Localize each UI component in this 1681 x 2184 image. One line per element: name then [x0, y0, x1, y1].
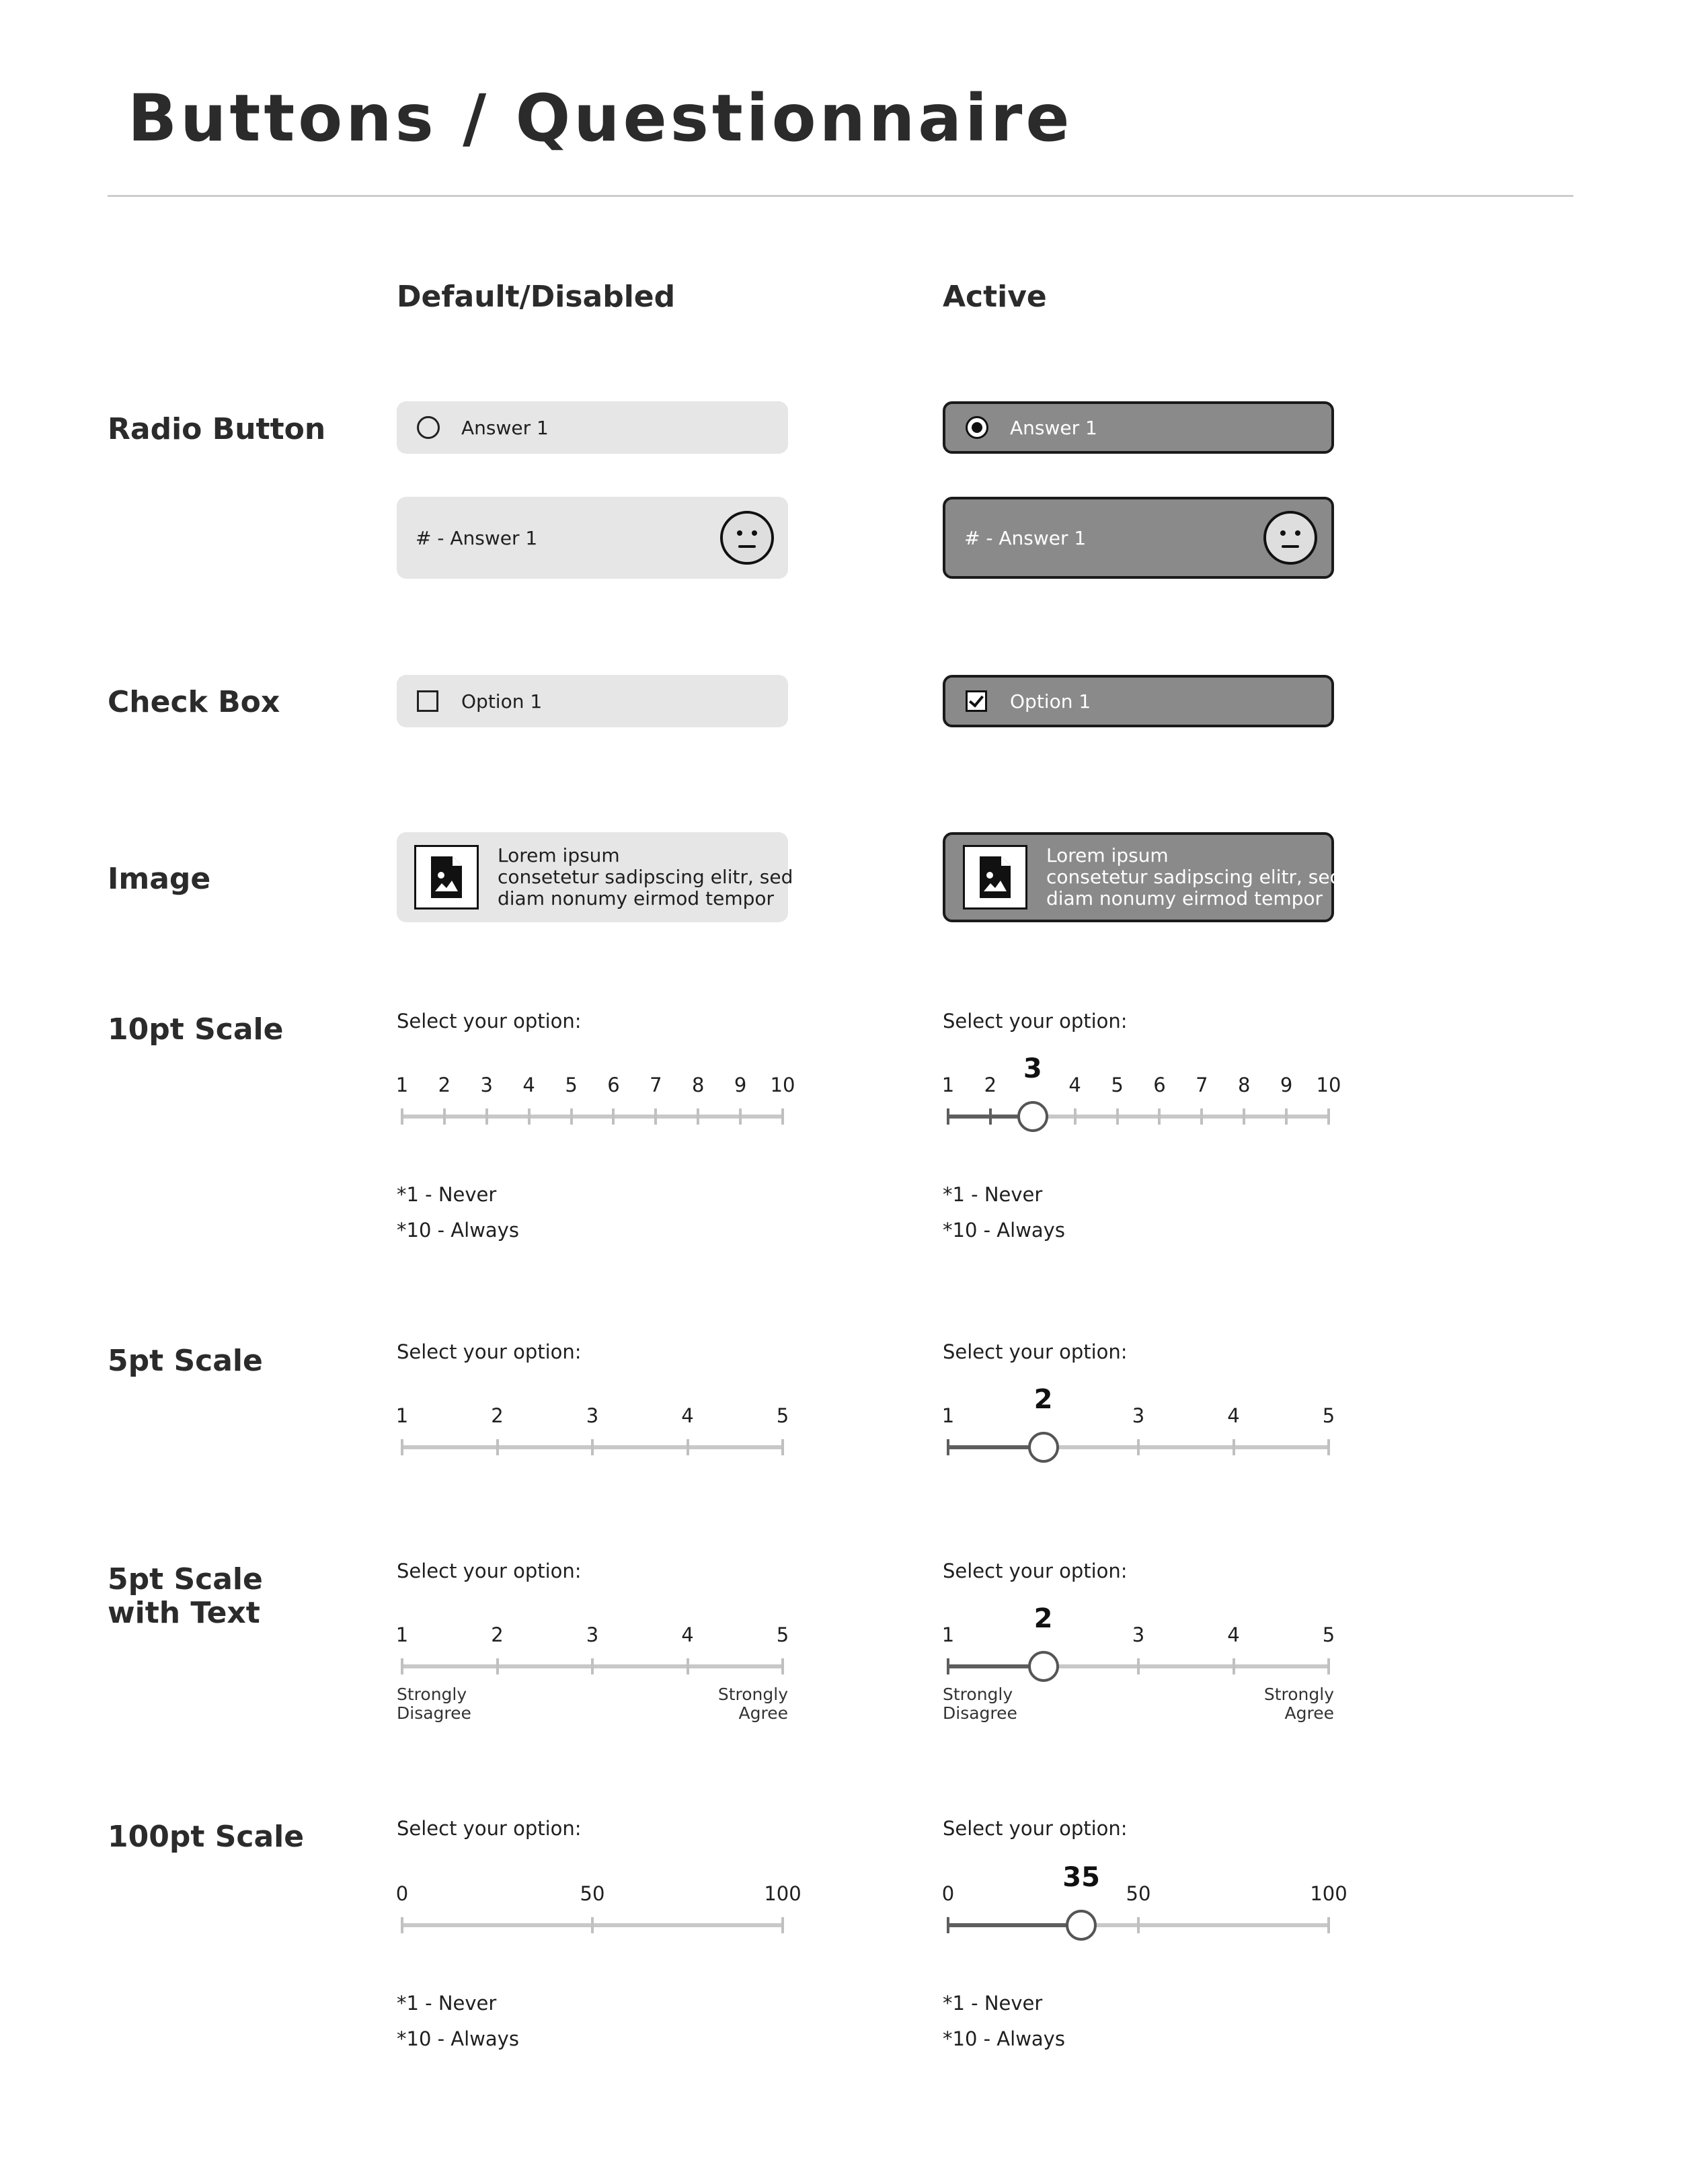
- scale-number: 9: [734, 1074, 747, 1096]
- scale-handle[interactable]: [1028, 1432, 1059, 1463]
- scale-handle[interactable]: [1066, 1910, 1097, 1941]
- scale-note: *10 - Always: [397, 1219, 519, 1242]
- row-label-5pt-scale: 5pt Scale: [108, 1344, 263, 1378]
- scale-number: 5: [1111, 1074, 1124, 1096]
- scale-tick: [697, 1108, 699, 1125]
- scale-number: 50: [580, 1882, 605, 1905]
- scale-tick: [947, 1439, 949, 1455]
- numbered-answer-label: # - Answer 1: [416, 526, 538, 549]
- scale-number: 1: [395, 1074, 409, 1096]
- image-file-icon: [414, 845, 479, 909]
- image-answer-default[interactable]: [397, 832, 793, 922]
- scale-number: 5: [1322, 1623, 1335, 1646]
- scale-prompt: Select your option:: [943, 1817, 1128, 1840]
- radio-answer-default[interactable]: [397, 401, 788, 454]
- image-answer-active[interactable]: [943, 832, 1342, 922]
- scale-tick: [1137, 1658, 1140, 1674]
- scale-selected-value: 2: [1033, 1603, 1053, 1634]
- scale-tick: [485, 1108, 488, 1125]
- scale-tick: [591, 1439, 594, 1455]
- scale-5pt-default[interactable]: [397, 1404, 788, 1512]
- scale-selected-value: 35: [1062, 1862, 1100, 1893]
- scale-number: 1: [941, 1404, 955, 1427]
- scale-number: 100: [764, 1882, 802, 1905]
- scale-tick: [1074, 1108, 1077, 1125]
- checkbox-option-default[interactable]: [397, 675, 788, 727]
- scale-tick: [496, 1658, 499, 1674]
- scale-number: 2: [984, 1074, 997, 1096]
- scale-note: *10 - Always: [943, 2027, 1065, 2050]
- scale-note: *1 - Never: [943, 1992, 1043, 2015]
- scale-left-anchor: [397, 1685, 471, 1723]
- row-label-line: with Text: [108, 1596, 260, 1630]
- scale-number: 4: [1227, 1404, 1240, 1427]
- scale-tick: [1243, 1108, 1245, 1125]
- scale-tick: [1327, 1439, 1330, 1455]
- scale-tick: [401, 1108, 403, 1125]
- column-header-default: Default/Disabled: [397, 280, 676, 314]
- scale-number: 3: [1132, 1404, 1145, 1427]
- scale-prompt: Select your option:: [397, 1340, 582, 1363]
- scale-prompt: Select your option:: [397, 1010, 582, 1033]
- checkbox-unchecked-icon: [417, 690, 438, 712]
- scale-100pt-active[interactable]: [941, 1862, 1347, 1990]
- neutral-face-icon: [719, 510, 775, 565]
- scale-prompt: Select your option:: [943, 1010, 1128, 1033]
- scale-tick: [947, 1658, 949, 1674]
- scale-number: 0: [395, 1882, 409, 1905]
- scale-tick: [1327, 1917, 1330, 1933]
- row-label-image: Image: [108, 862, 211, 896]
- scale-tick: [401, 1917, 403, 1933]
- image-answer-line: consetetur sadipscing elitr, sed: [1046, 866, 1342, 888]
- scale-number: 4: [522, 1074, 535, 1096]
- scale-number: 9: [1280, 1074, 1293, 1096]
- scale-number: 0: [941, 1882, 955, 1905]
- scale-tick: [654, 1108, 657, 1125]
- scale-5pt-text-default[interactable]: [397, 1623, 788, 1731]
- scale-prompt: Select your option:: [943, 1560, 1128, 1582]
- anchor-line: Strongly: [397, 1685, 467, 1704]
- radio-unselected-icon: [417, 416, 440, 439]
- scale-tick: [496, 1439, 499, 1455]
- row-label-5pt-scale-text: [108, 1563, 263, 1630]
- scale-tick: [1285, 1108, 1288, 1125]
- scale-number: 1: [395, 1404, 409, 1427]
- image-answer-line: diam nonumy eirmod tempor: [1046, 887, 1323, 909]
- checkbox-option-active[interactable]: [943, 675, 1334, 727]
- radio-answer-label: Answer 1: [1010, 416, 1097, 439]
- scale-handle[interactable]: [1017, 1101, 1048, 1132]
- scale-number: 4: [681, 1404, 694, 1427]
- scale-number: 2: [491, 1623, 504, 1646]
- scale-tick: [781, 1917, 784, 1933]
- scale-selected-value: 2: [1033, 1384, 1053, 1415]
- scale-note: *1 - Never: [397, 1183, 497, 1206]
- scale-selected-value: 3: [1023, 1053, 1042, 1084]
- scale-number: 5: [776, 1623, 789, 1646]
- scale-100pt-default[interactable]: [395, 1882, 802, 1990]
- anchor-line: Disagree: [943, 1703, 1017, 1723]
- scale-tick: [401, 1439, 403, 1455]
- row-label-line: 5pt Scale: [108, 1562, 263, 1596]
- scale-number: 1: [395, 1623, 409, 1646]
- scale-tick: [739, 1108, 742, 1125]
- scale-number: 8: [691, 1074, 705, 1096]
- scale-number: 3: [586, 1623, 599, 1646]
- page-title: Buttons / Questionnaire: [128, 81, 1073, 156]
- scale-number: 10: [1316, 1074, 1341, 1096]
- scale-5pt-text-active[interactable]: [941, 1603, 1335, 1731]
- image-answer-line: Lorem ipsum: [498, 844, 620, 866]
- image-file-icon: [963, 845, 1027, 909]
- scale-tick: [947, 1108, 949, 1125]
- row-label-10pt-scale: 10pt Scale: [108, 1012, 284, 1047]
- scale-tick: [1200, 1108, 1203, 1125]
- scale-track-fill: [948, 1923, 1081, 1927]
- scale-number: 5: [565, 1074, 578, 1096]
- numbered-answer-label: # - Answer 1: [964, 526, 1087, 549]
- scale-tick: [1158, 1108, 1161, 1125]
- scale-number: 6: [607, 1074, 620, 1096]
- anchor-line: Disagree: [397, 1703, 471, 1723]
- scale-tick: [1137, 1439, 1140, 1455]
- scale-10pt-active[interactable]: [941, 1053, 1341, 1181]
- checkbox-option-label: Option 1: [461, 690, 543, 713]
- scale-tick: [1137, 1917, 1140, 1933]
- scale-number: 1: [941, 1074, 955, 1096]
- anchor-line: Strongly: [717, 1685, 788, 1704]
- scale-tick: [687, 1658, 689, 1674]
- scale-tick: [1233, 1439, 1235, 1455]
- scale-prompt: Select your option:: [397, 1817, 582, 1840]
- scale-note: *10 - Always: [943, 1219, 1065, 1242]
- scale-number: 4: [1068, 1074, 1081, 1096]
- scale-number: 8: [1237, 1074, 1251, 1096]
- column-header-active: Active: [943, 280, 1047, 314]
- scale-number: 3: [1132, 1623, 1145, 1646]
- scale-left-anchor: [943, 1685, 1017, 1723]
- row-label-100pt-scale: 100pt Scale: [108, 1820, 305, 1854]
- scale-right-anchor: [718, 1685, 788, 1723]
- scale-prompt: Select your option:: [943, 1340, 1128, 1363]
- scale-prompt: Select your option:: [397, 1560, 582, 1582]
- scale-tick: [570, 1108, 573, 1125]
- scale-tick: [781, 1439, 784, 1455]
- anchor-line: Strongly: [943, 1685, 1013, 1704]
- scale-number: 5: [1322, 1404, 1335, 1427]
- scale-5pt-active[interactable]: [941, 1384, 1335, 1512]
- scale-note: *10 - Always: [397, 2027, 519, 2050]
- anchor-line: Strongly: [1263, 1685, 1334, 1704]
- scale-tick: [1327, 1658, 1330, 1674]
- scale-number: 5: [776, 1404, 789, 1427]
- scale-number: 3: [480, 1074, 493, 1096]
- scale-tick: [591, 1917, 594, 1933]
- scale-number: 7: [650, 1074, 662, 1096]
- scale-number: 1: [941, 1623, 955, 1646]
- anchor-line: Agree: [1284, 1703, 1334, 1723]
- scale-tick: [1233, 1658, 1235, 1674]
- scale-number: 2: [491, 1404, 504, 1427]
- scale-tick: [989, 1108, 992, 1125]
- title-divider: [108, 195, 1573, 197]
- radio-answer-label: Answer 1: [461, 416, 549, 439]
- image-answer-line: consetetur sadipscing elitr, sed: [498, 866, 793, 888]
- scale-number: 3: [586, 1404, 599, 1427]
- scale-number: 50: [1126, 1882, 1151, 1905]
- scale-number: 7: [1196, 1074, 1208, 1096]
- scale-tick: [1327, 1108, 1330, 1125]
- scale-tick: [947, 1917, 949, 1933]
- scale-handle[interactable]: [1028, 1651, 1059, 1682]
- scale-number: 4: [681, 1623, 694, 1646]
- scale-track: [402, 1115, 783, 1119]
- scale-tick: [443, 1108, 446, 1125]
- scale-tick: [781, 1658, 784, 1674]
- scale-tick: [687, 1439, 689, 1455]
- row-label-radio: Radio Button: [108, 412, 326, 446]
- checkbox-checked-icon: [966, 690, 987, 712]
- scale-number: 4: [1227, 1623, 1240, 1646]
- radio-selected-icon: [966, 416, 988, 439]
- scale-right-anchor: [1264, 1685, 1334, 1723]
- scale-note: *1 - Never: [943, 1183, 1043, 1206]
- scale-number: 2: [438, 1074, 451, 1096]
- scale-tick: [612, 1108, 615, 1125]
- scale-tick: [781, 1108, 784, 1125]
- scale-number: 10: [770, 1074, 795, 1096]
- anchor-line: Agree: [738, 1703, 788, 1723]
- scale-number: 6: [1153, 1074, 1166, 1096]
- radio-numbered-answer-default[interactable]: [397, 497, 788, 579]
- scale-tick: [401, 1658, 403, 1674]
- scale-tick: [591, 1658, 594, 1674]
- image-answer-line: Lorem ipsum: [1046, 844, 1169, 866]
- row-label-checkbox: Check Box: [108, 685, 280, 719]
- image-answer-line: diam nonumy eirmod tempor: [498, 887, 775, 909]
- scale-tick: [528, 1108, 531, 1125]
- neutral-face-icon: [1263, 510, 1318, 565]
- radio-numbered-answer-active[interactable]: [943, 497, 1334, 579]
- scale-number: 100: [1310, 1882, 1347, 1905]
- radio-answer-active[interactable]: [943, 401, 1334, 454]
- scale-tick: [1116, 1108, 1119, 1125]
- scale-note: *1 - Never: [397, 1992, 497, 2015]
- scale-10pt-default[interactable]: [395, 1074, 795, 1181]
- checkbox-option-label: Option 1: [1010, 690, 1091, 713]
